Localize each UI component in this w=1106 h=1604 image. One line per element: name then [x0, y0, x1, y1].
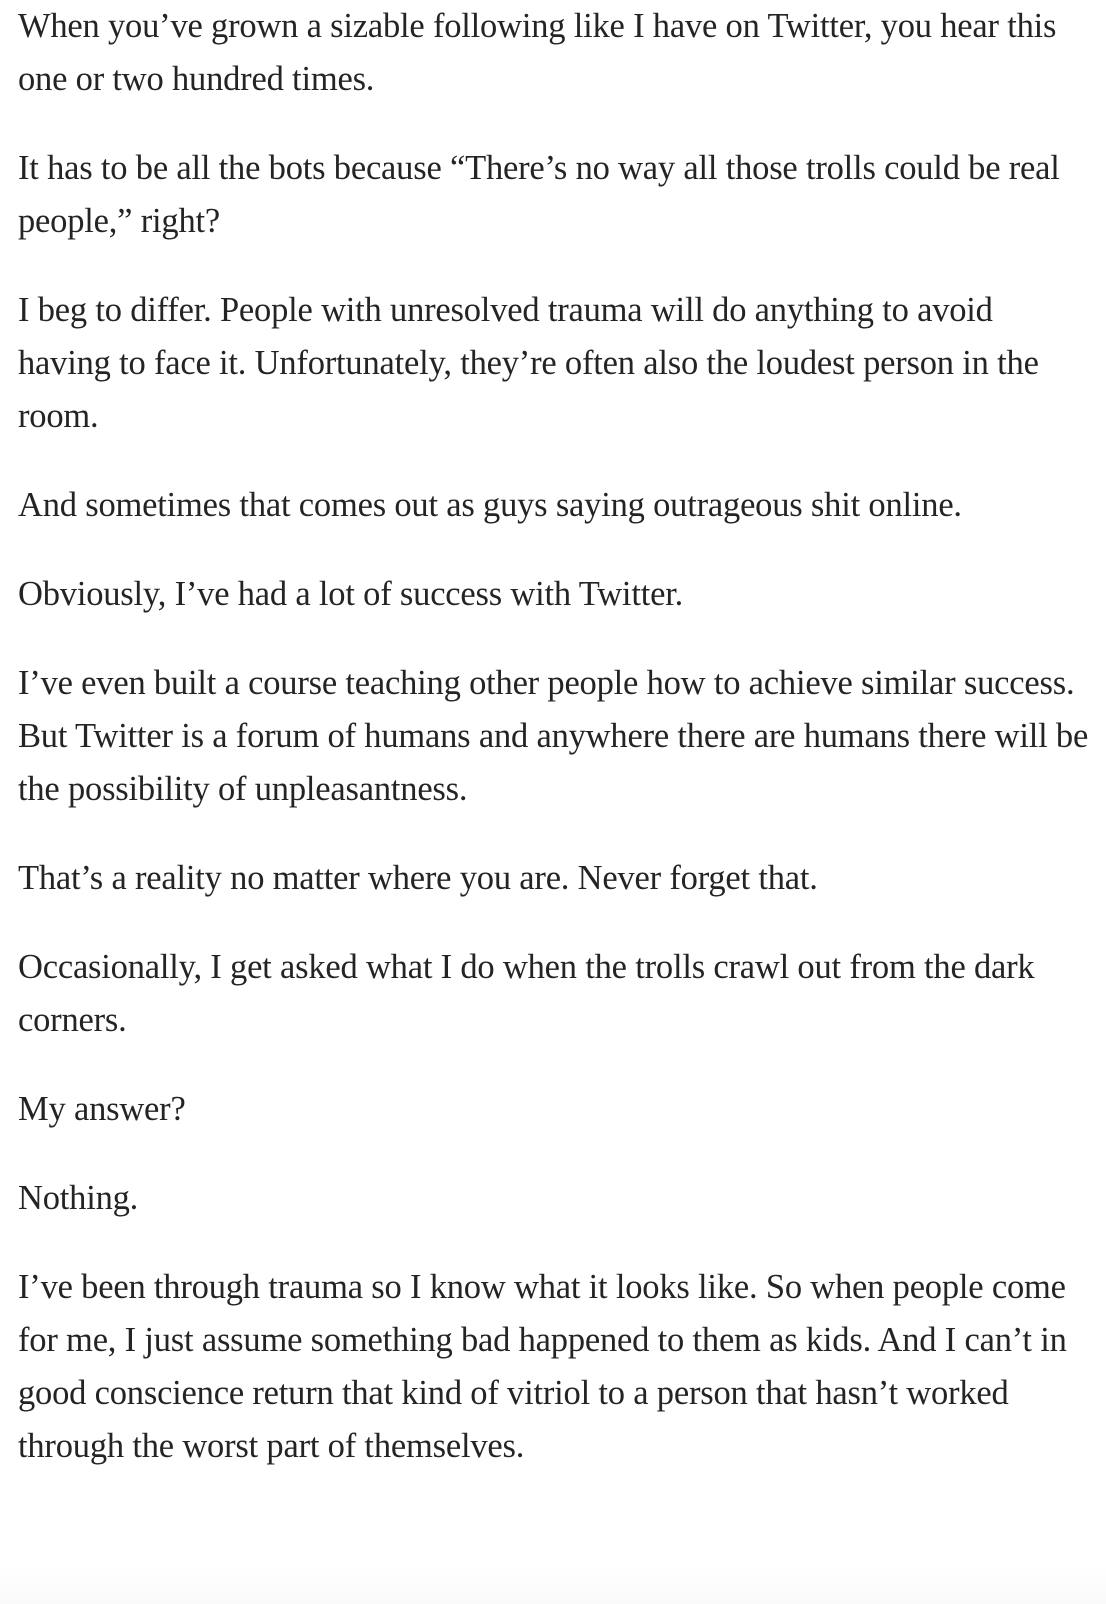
paragraph-10: Nothing.	[18, 1179, 139, 1217]
paragraph-11: I’ve been through trauma so I know what it looks like. So when people come for me, I just assume something bad happened to them as kids. And I can’t in good conscience return that kind of vitriol to a person that hasn’t worked through the worst part of themselves.	[18, 1268, 1067, 1465]
paragraph-9: My answer?	[18, 1090, 186, 1128]
paragraph-3: I beg to differ. People with unresolved trauma will do anything to avoid having to face it. Unfortunately, they’re often also the loudest person in the room.	[18, 291, 1039, 435]
paragraph-8: Occasionally, I get asked what I do when the trolls crawl out from the dark corners.	[18, 948, 1035, 1039]
paragraph-5: Obviously, I’ve had a lot of success with Twitter.	[18, 575, 684, 613]
paragraph-1: When you’ve grown a sizable following like I have on Twitter, you hear this one or two hundred times.	[18, 7, 1057, 98]
paragraph-6: I’ve even built a course teaching other people how to achieve similar success. But Twitter is a forum of humans and anywhere there are humans there will be the possibility of unpleasantness.	[18, 664, 1089, 808]
bottom-fade	[0, 1564, 1106, 1604]
paragraph-7: That’s a reality no matter where you are. Never forget that.	[18, 859, 818, 897]
paragraph-2: It has to be all the bots because “There’s no way all those trolls could be real people,” right?	[18, 149, 1060, 240]
paragraph-4: And sometimes that comes out as guys saying outrageous shit online.	[18, 486, 962, 524]
